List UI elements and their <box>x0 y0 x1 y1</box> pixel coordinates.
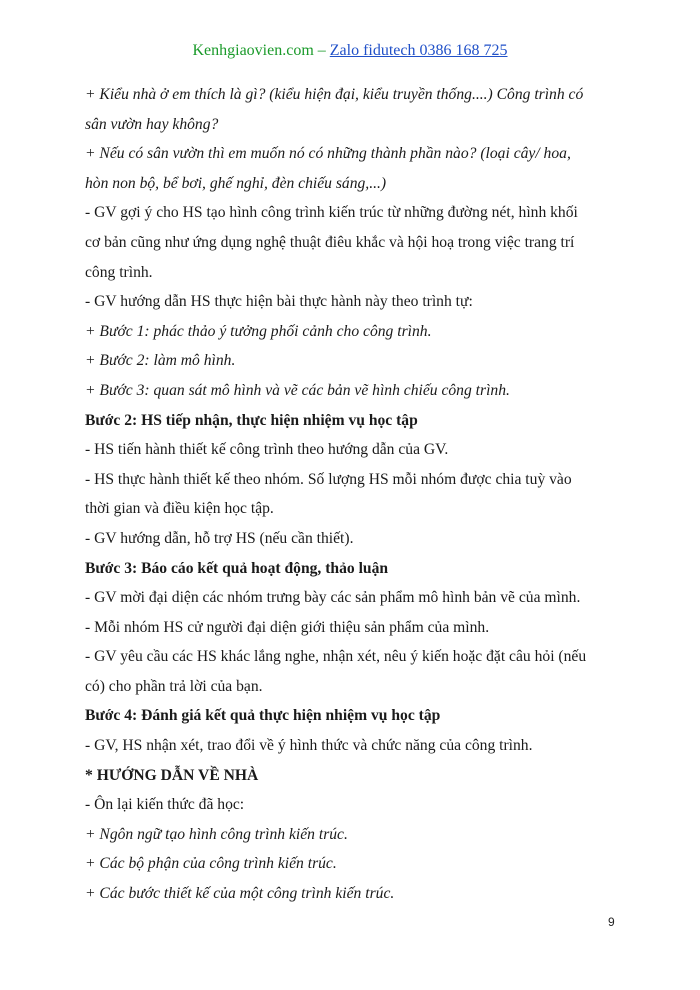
section-heading: Bước 2: HS tiếp nhận, thực hiện nhiệm vụ học tập <box>85 411 418 429</box>
text-line: + Bước 2: làm mô hình. <box>85 352 236 370</box>
text-line: - GV mời đại diện các nhóm trưng bày các sản phẩm mô hình bản vẽ của mình. <box>85 589 581 607</box>
text-line: - GV hướng dẫn, hỗ trợ HS (nếu cần thiết). <box>85 529 354 547</box>
page-header <box>0 42 700 60</box>
contact-link[interactable]: Zalo fidutech 0386 168 725 <box>329 42 508 59</box>
text-line: + Các bước thiết kế của một công trình kiến trúc. <box>85 885 395 903</box>
text-line: - HS thực hành thiết kế theo nhóm. Số lượng HS mỗi nhóm được chia tuỳ vào <box>85 470 572 488</box>
text-line: - Mỗi nhóm HS cử người đại diện giới thiệu sản phẩm của mình. <box>85 618 490 636</box>
text-line: - GV, HS nhận xét, trao đổi về ý hình thức và chức năng của công trình. <box>85 737 533 755</box>
text-line: cơ bản cũng như ứng dụng nghệ thuật điêu khắc và hội hoạ trong việc trang trí <box>85 233 575 251</box>
text-line: + Kiểu nhà ở em thích là gì? (kiểu hiện đại, kiểu truyền thống....) Công trình có <box>85 86 584 103</box>
text-line: + Ngôn ngữ tạo hình công trình kiến trúc. <box>85 825 348 843</box>
section-heading: Bước 3: Báo cáo kết quả hoạt động, thảo luận <box>85 559 389 577</box>
text-line: + Nếu có sân vườn thì em muốn nó có những thành phần nào? (loại cây/ hoa, <box>85 145 571 163</box>
text-line: - GV yêu cầu các HS khác lắng nghe, nhận xét, nêu ý kiến hoặc đặt câu hỏi (nếu <box>85 648 587 666</box>
text-line: - GV hướng dẫn HS thực hiện bài thực hành này theo trình tự: <box>85 293 473 311</box>
section-heading: Bước 4: Đánh giá kết quả thực hiện nhiệm vụ học tập <box>85 707 441 725</box>
text-line: - GV gợi ý cho HS tạo hình công trình kiến trúc từ những đường nét, hình khối <box>85 204 578 222</box>
text-line: thời gian và điều kiện học tập. <box>85 500 274 518</box>
text-line: sân vườn hay không? <box>85 115 219 133</box>
site-name: Kenhgiaovien.com <box>192 42 314 59</box>
text-line: - Ôn lại kiến thức đã học: <box>85 796 245 814</box>
document-body <box>85 80 620 909</box>
text-line: hòn non bộ, bể bơi, ghế nghỉ, đèn chiếu sáng,...) <box>85 174 387 192</box>
page-number: 9 <box>608 915 615 929</box>
text-line: + Các bộ phận của công trình kiến trúc. <box>85 855 337 873</box>
text-line: có) cho phần trả lời của bạn. <box>85 677 263 695</box>
section-heading: * HƯỚNG DẪN VỀ NHÀ <box>85 766 259 784</box>
text-line: - HS tiến hành thiết kế công trình theo hướng dẫn của GV. <box>85 441 449 459</box>
header-separator: – <box>313 42 330 59</box>
text-line: công trình. <box>85 263 153 281</box>
text-line: + Bước 3: quan sát mô hình và vẽ các bản vẽ hình chiếu công trình. <box>85 381 510 399</box>
text-line: + Bước 1: phác thảo ý tưởng phối cảnh cho công trình. <box>85 322 432 340</box>
